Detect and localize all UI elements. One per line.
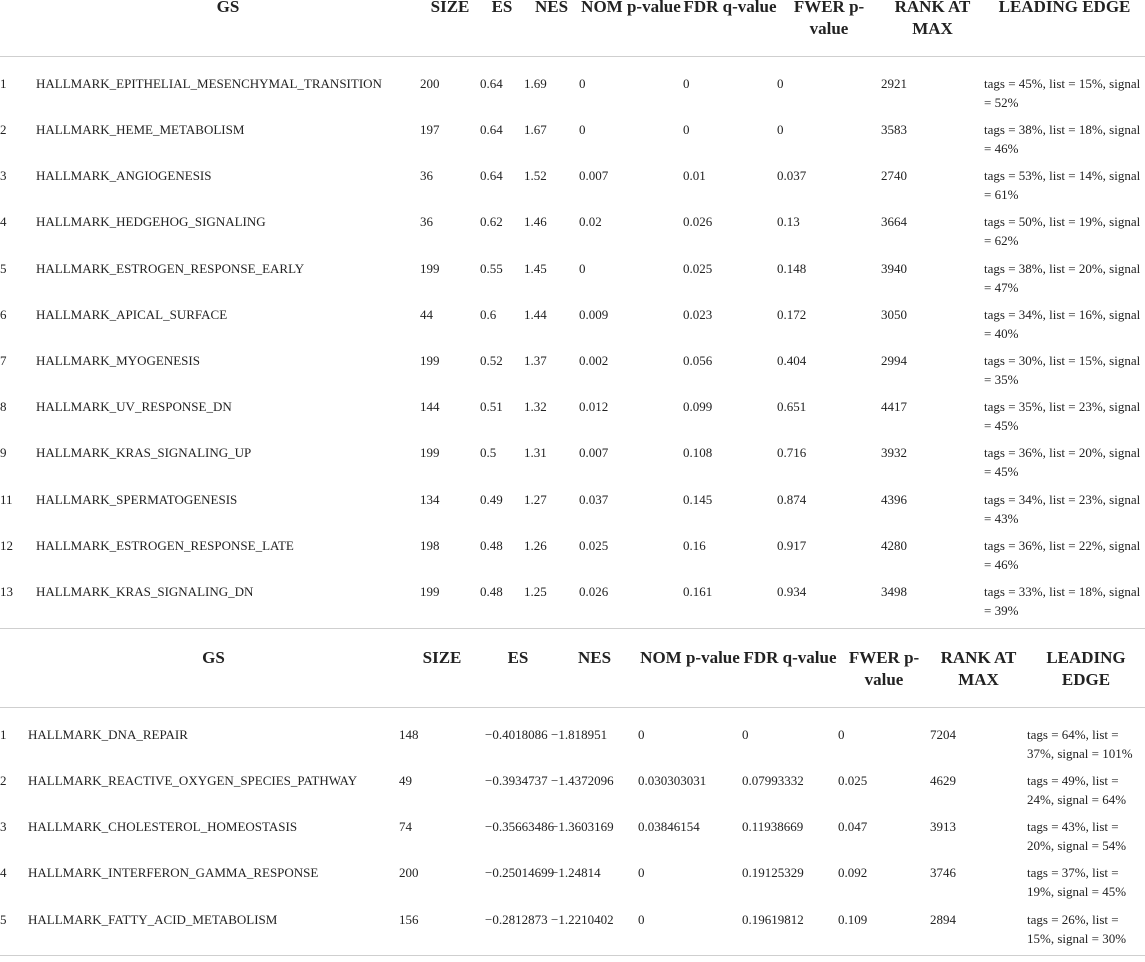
- table-row: [0, 397, 1145, 443]
- cell-fwer-pvalue: 0.172: [777, 306, 807, 322]
- table-row: [0, 56, 1145, 120]
- cell-nom-pvalue: 0: [638, 865, 645, 881]
- cell-gene-set: HALLMARK_HEDGEHOG_SIGNALING: [36, 214, 266, 230]
- cell-gene-set: HALLMARK_ESTROGEN_RESPONSE_LATE: [36, 537, 294, 553]
- cell-size: 49: [399, 773, 412, 788]
- cell-es: 0.55: [480, 260, 503, 276]
- cell-index: 2: [0, 122, 7, 137]
- cell-index: 1: [0, 726, 7, 742]
- cell-nes: −1.2210402: [551, 911, 614, 927]
- cell-gene-set: HALLMARK_CHOLESTEROL_HOMEOSTASIS: [28, 819, 298, 835]
- cell-leading-edge: tags = 38%, list = 18%, signal = 46%: [984, 122, 1141, 156]
- cell-leading-edge: tags = 64%, list = 37%, signal = 101%: [1027, 726, 1133, 761]
- header-es: ES: [507, 648, 529, 667]
- table-row: [0, 351, 1145, 397]
- header-nom-pvalue: NOM p-value: [640, 648, 740, 667]
- header-es: ES: [491, 0, 513, 16]
- cell-index: 7: [0, 352, 7, 368]
- cell-leading-edge: tags = 30%, list = 15%, signal = 35%: [984, 352, 1141, 387]
- cell-fdr-qvalue: 0.11938669: [742, 819, 804, 835]
- cell-size: 199: [420, 445, 440, 461]
- table-row: [0, 910, 1145, 956]
- cell-nes: −1.3603169: [551, 819, 614, 835]
- cell-nes: 1.32: [524, 399, 547, 415]
- cell-nes: −1.4372096: [551, 773, 614, 788]
- cell-es: 0.6: [480, 306, 497, 322]
- cell-size: 199: [420, 583, 440, 599]
- cell-fwer-pvalue: 0.716: [777, 445, 807, 461]
- cell-fdr-qvalue: 0.145: [683, 491, 713, 507]
- cell-fwer-pvalue: 0: [777, 75, 784, 91]
- cell-rank-at-max: 3498: [881, 583, 907, 599]
- cell-fwer-pvalue: 0.037: [777, 168, 807, 184]
- cell-fdr-qvalue: 0: [742, 726, 749, 742]
- table-row: [0, 490, 1145, 536]
- cell-es: 0.48: [480, 537, 503, 553]
- cell-nom-pvalue: 0: [638, 726, 645, 742]
- cell-leading-edge: tags = 34%, list = 23%, signal = 43%: [984, 491, 1141, 526]
- cell-size: 44: [420, 306, 433, 322]
- cell-fdr-qvalue: 0.19619812: [742, 911, 804, 927]
- cell-leading-edge: tags = 50%, list = 19%, signal = 62%: [984, 214, 1141, 249]
- cell-index: 1: [0, 75, 7, 91]
- cell-fwer-pvalue: 0.934: [777, 583, 807, 599]
- cell-nes: 1.67: [524, 122, 547, 137]
- cell-size: 199: [420, 352, 440, 368]
- header-index: [0, 0, 36, 56]
- cell-gene-set: HALLMARK_DNA_REPAIR: [28, 726, 188, 742]
- table-row: [0, 305, 1145, 351]
- cell-size: 144: [420, 399, 440, 415]
- cell-index: 8: [0, 399, 7, 415]
- header-size: SIZE: [422, 648, 462, 667]
- cell-leading-edge: tags = 26%, list = 15%, signal = 30%: [1027, 911, 1127, 946]
- cell-gene-set: HALLMARK_KRAS_SIGNALING_UP: [36, 445, 252, 461]
- cell-leading-edge: tags = 34%, list = 16%, signal = 40%: [984, 306, 1141, 341]
- cell-index: 5: [0, 260, 7, 276]
- header-gs: GS: [202, 648, 225, 667]
- table-row: [0, 817, 1145, 863]
- header-rank-at-max: RANK AT MAX: [894, 0, 971, 38]
- cell-size: 148: [399, 726, 419, 742]
- cell-nom-pvalue: 0.012: [579, 399, 609, 415]
- cell-es: −0.25014699: [485, 865, 555, 881]
- cell-rank-at-max: 4417: [881, 399, 907, 415]
- downregulated-gene-sets-table: [0, 647, 1145, 956]
- cell-leading-edge: tags = 43%, list = 20%, signal = 54%: [1027, 819, 1127, 854]
- cell-nes: 1.37: [524, 352, 547, 368]
- cell-es: 0.48: [480, 583, 503, 599]
- cell-fwer-pvalue: 0.092: [838, 865, 868, 881]
- cell-leading-edge: tags = 36%, list = 22%, signal = 46%: [984, 537, 1141, 572]
- cell-gene-set: HALLMARK_ANGIOGENESIS: [36, 168, 212, 184]
- cell-nom-pvalue: 0.02: [579, 214, 602, 230]
- cell-fdr-qvalue: 0.023: [683, 306, 713, 322]
- cell-fdr-qvalue: 0.01: [683, 168, 706, 184]
- cell-index: 4: [0, 214, 7, 230]
- table-row: [0, 536, 1145, 582]
- cell-size: 134: [420, 491, 440, 507]
- cell-leading-edge: tags = 35%, list = 23%, signal = 45%: [984, 399, 1141, 434]
- cell-nom-pvalue: 0.026: [579, 583, 609, 599]
- cell-gene-set: HALLMARK_UV_RESPONSE_DN: [36, 399, 232, 415]
- cell-rank-at-max: 3913: [930, 819, 956, 835]
- cell-fdr-qvalue: 0.07993332: [742, 773, 804, 788]
- cell-size: 36: [420, 168, 433, 184]
- cell-fwer-pvalue: 0.148: [777, 260, 807, 276]
- cell-size: 197: [420, 122, 440, 137]
- cell-size: 200: [420, 75, 440, 91]
- table-row: [0, 259, 1145, 305]
- cell-leading-edge: tags = 37%, list = 19%, signal = 45%: [1027, 865, 1127, 900]
- table-header-row: [0, 647, 1145, 707]
- cell-leading-edge: tags = 33%, list = 18%, signal = 39%: [984, 583, 1141, 618]
- header-fwer-pvalue: FWER p-value: [793, 0, 865, 38]
- cell-index: 5: [0, 911, 7, 927]
- cell-rank-at-max: 3583: [881, 122, 907, 137]
- cell-nes: 1.27: [524, 491, 547, 507]
- cell-nom-pvalue: 0.030303031: [638, 773, 707, 788]
- cell-es: 0.64: [480, 122, 503, 137]
- cell-gene-set: HALLMARK_KRAS_SIGNALING_DN: [36, 583, 254, 599]
- cell-gene-set: HALLMARK_APICAL_SURFACE: [36, 306, 228, 322]
- cell-leading-edge: tags = 38%, list = 20%, signal = 47%: [984, 260, 1141, 295]
- cell-leading-edge: tags = 49%, list = 24%, signal = 64%: [1027, 773, 1127, 807]
- cell-nes: 1.69: [524, 75, 547, 91]
- header-rank-at-max: RANK AT MAX: [940, 648, 1017, 689]
- header-gs: GS: [216, 0, 240, 16]
- cell-es: 0.52: [480, 352, 503, 368]
- cell-es: 0.49: [480, 491, 503, 507]
- cell-fwer-pvalue: 0.109: [838, 911, 868, 927]
- cell-index: 3: [0, 819, 7, 835]
- cell-fwer-pvalue: 0.047: [838, 819, 868, 835]
- cell-es: 0.62: [480, 214, 503, 230]
- cell-es: 0.5: [480, 445, 497, 461]
- cell-es: −0.35663486: [485, 819, 555, 835]
- cell-nes: 1.45: [524, 260, 547, 276]
- cell-fdr-qvalue: 0: [683, 75, 690, 91]
- cell-rank-at-max: 4280: [881, 537, 907, 553]
- cell-gene-set: HALLMARK_INTERFERON_GAMMA_RESPONSE: [28, 865, 319, 881]
- cell-size: 200: [399, 865, 419, 881]
- cell-fwer-pvalue: 0: [838, 726, 845, 742]
- cell-index: 4: [0, 865, 7, 881]
- cell-nom-pvalue: 0.007: [579, 168, 609, 184]
- cell-fwer-pvalue: 0.651: [777, 399, 807, 415]
- cell-fwer-pvalue: 0.025: [838, 773, 868, 788]
- cell-gene-set: HALLMARK_ESTROGEN_RESPONSE_EARLY: [36, 260, 305, 276]
- header-fdr-qvalue: FDR q-value: [683, 0, 777, 16]
- cell-nes: 1.44: [524, 306, 547, 322]
- cell-gene-set: HALLMARK_REACTIVE_OXYGEN_SPECIES_PATHWAY: [28, 773, 358, 788]
- cell-es: 0.64: [480, 168, 503, 184]
- cell-fwer-pvalue: 0.874: [777, 491, 807, 507]
- cell-rank-at-max: 3664: [881, 214, 907, 230]
- cell-nes: 1.26: [524, 537, 547, 553]
- cell-index: 3: [0, 168, 7, 184]
- cell-fdr-qvalue: 0.16: [683, 537, 706, 553]
- cell-fwer-pvalue: 0: [777, 122, 784, 137]
- cell-index: 6: [0, 306, 7, 322]
- cell-rank-at-max: 7204: [930, 726, 956, 742]
- cell-es: −0.4018086: [485, 726, 548, 742]
- cell-nom-pvalue: 0.002: [579, 352, 609, 368]
- cell-size: 74: [399, 819, 412, 835]
- cell-leading-edge: tags = 53%, list = 14%, signal = 61%: [984, 168, 1141, 203]
- cell-fdr-qvalue: 0.056: [683, 352, 713, 368]
- header-fwer-pvalue: FWER p-value: [848, 648, 920, 689]
- cell-rank-at-max: 4629: [930, 773, 956, 788]
- cell-nom-pvalue: 0: [579, 260, 586, 276]
- cell-rank-at-max: 2994: [881, 352, 907, 368]
- cell-nom-pvalue: 0.007: [579, 445, 609, 461]
- cell-rank-at-max: 3940: [881, 260, 907, 276]
- cell-gene-set: HALLMARK_FATTY_ACID_METABOLISM: [28, 911, 278, 927]
- cell-nom-pvalue: 0: [579, 75, 586, 91]
- cell-index: 12: [0, 537, 13, 553]
- cell-es: −0.3934737: [485, 773, 548, 788]
- cell-index: 2: [0, 773, 7, 788]
- cell-gene-set: HALLMARK_SPERMATOGENESIS: [36, 491, 238, 507]
- cell-rank-at-max: 3746: [930, 865, 956, 881]
- cell-leading-edge: tags = 45%, list = 15%, signal = 52%: [984, 75, 1141, 110]
- cell-leading-edge: tags = 36%, list = 20%, signal = 45%: [984, 445, 1141, 480]
- cell-fwer-pvalue: 0.13: [777, 214, 800, 230]
- cell-index: 9: [0, 445, 7, 461]
- cell-size: 156: [399, 911, 419, 927]
- cell-rank-at-max: 4396: [881, 491, 907, 507]
- cell-gene-set: HALLMARK_EPITHELIAL_MESENCHYMAL_TRANSITION: [36, 75, 382, 91]
- table-row: [0, 443, 1145, 489]
- table-row: [0, 120, 1145, 166]
- cell-nom-pvalue: 0.037: [579, 491, 609, 507]
- cell-fdr-qvalue: 0.025: [683, 260, 713, 276]
- cell-rank-at-max: 2894: [930, 911, 956, 927]
- cell-nes: 1.52: [524, 168, 547, 184]
- cell-nes: 1.25: [524, 583, 547, 599]
- cell-nes: 1.46: [524, 214, 547, 230]
- cell-nom-pvalue: 0.009: [579, 306, 609, 322]
- cell-es: 0.64: [480, 75, 503, 91]
- table-header-row: [0, 0, 1145, 56]
- cell-rank-at-max: 2921: [881, 75, 907, 91]
- cell-rank-at-max: 3932: [881, 445, 907, 461]
- cell-nes: −1.24814: [551, 865, 601, 881]
- cell-fdr-qvalue: 0.099: [683, 399, 713, 415]
- cell-fwer-pvalue: 0.917: [777, 537, 807, 553]
- cell-fdr-qvalue: 0: [683, 122, 690, 137]
- table-row: [0, 707, 1145, 771]
- header-leading-edge: LEADING EDGE: [998, 0, 1131, 16]
- header-index: [0, 647, 28, 707]
- cell-fdr-qvalue: 0.026: [683, 214, 713, 230]
- cell-nes: −1.818951: [551, 726, 608, 742]
- cell-fdr-qvalue: 0.108: [683, 445, 713, 461]
- cell-gene-set: HALLMARK_MYOGENESIS: [36, 352, 200, 368]
- table-row: [0, 863, 1145, 909]
- cell-size: 36: [420, 214, 433, 230]
- cell-rank-at-max: 3050: [881, 306, 907, 322]
- cell-index: 11: [0, 491, 13, 507]
- header-nes: NES: [577, 648, 612, 667]
- cell-index: 13: [0, 583, 13, 599]
- cell-fdr-qvalue: 0.161: [683, 583, 713, 599]
- header-nom-pvalue: NOM p-value: [581, 0, 681, 16]
- cell-size: 199: [420, 260, 440, 276]
- cell-gene-set: HALLMARK_HEME_METABOLISM: [36, 122, 245, 137]
- table-row: [0, 582, 1145, 628]
- cell-es: −0.2812873: [485, 911, 548, 927]
- cell-rank-at-max: 2740: [881, 168, 907, 184]
- cell-nom-pvalue: 0: [638, 911, 645, 927]
- cell-nom-pvalue: 0.03846154: [638, 819, 700, 835]
- table-row: [0, 166, 1145, 212]
- cell-es: 0.51: [480, 399, 503, 415]
- header-size: SIZE: [430, 0, 470, 16]
- header-nes: NES: [534, 0, 569, 16]
- cell-size: 198: [420, 537, 440, 553]
- cell-nes: 1.31: [524, 445, 547, 461]
- cell-nom-pvalue: 0.025: [579, 537, 609, 553]
- table-row: [0, 212, 1145, 258]
- header-fdr-qvalue: FDR q-value: [743, 648, 837, 667]
- cell-nom-pvalue: 0: [579, 122, 586, 137]
- table-row: [0, 771, 1145, 817]
- cell-fwer-pvalue: 0.404: [777, 352, 807, 368]
- cell-fdr-qvalue: 0.19125329: [742, 865, 804, 881]
- header-leading-edge: LEADING EDGE: [1046, 648, 1126, 689]
